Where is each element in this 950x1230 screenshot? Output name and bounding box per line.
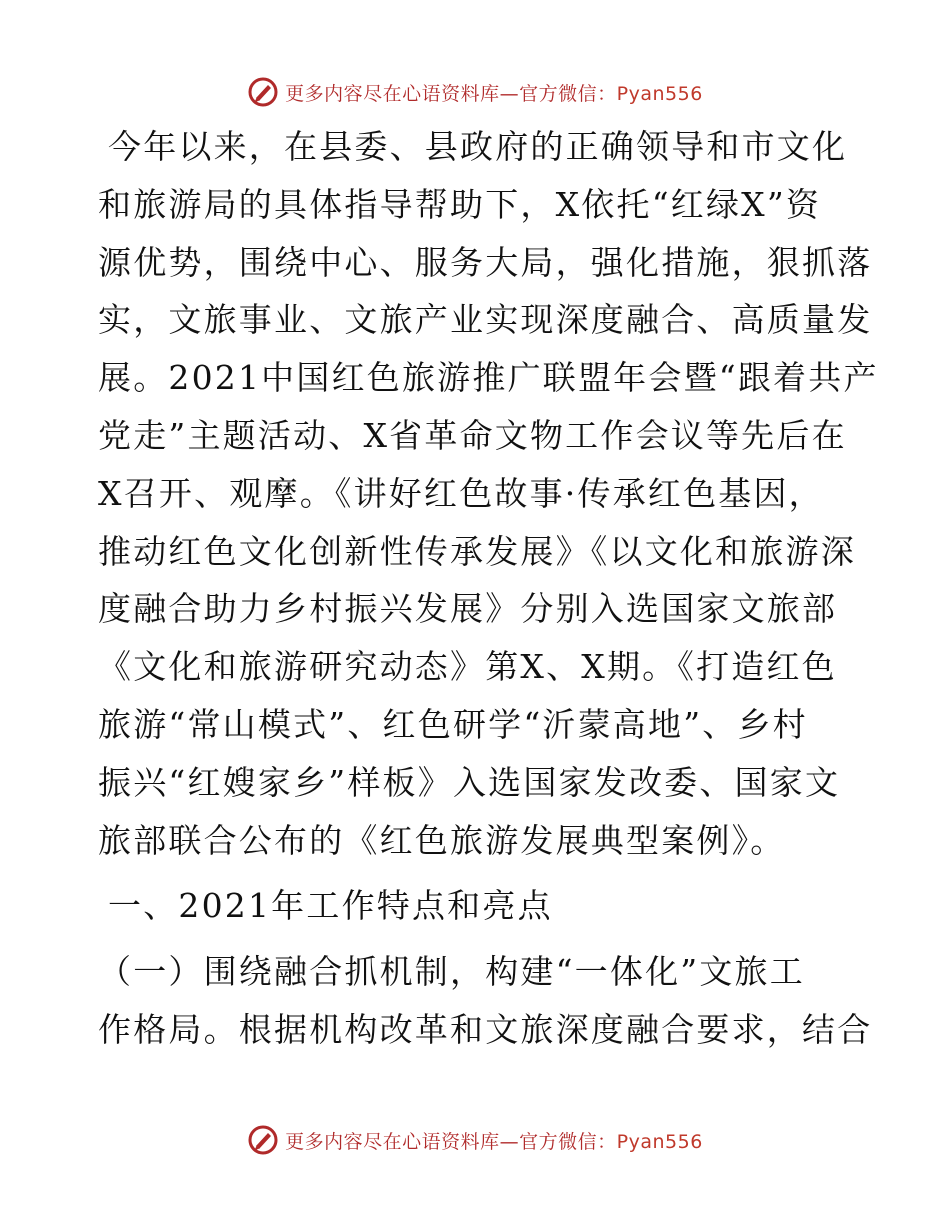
header-banner bbox=[0, 70, 950, 114]
text-line: X召开、观摩。《讲好红色故事·传承红色基因， bbox=[98, 473, 824, 513]
footer-banner-text bbox=[285, 1127, 703, 1154]
text-line: 旅游“常山模式”、红色研学“沂蒙高地”、乡村 bbox=[98, 704, 808, 744]
paragraph-intro bbox=[98, 118, 879, 869]
text-line: 展。2021中国红色旅游推广联盟年会暨“跟着共产 bbox=[98, 358, 879, 398]
text-line: 振兴“红嫂家乡”样板》入选国家发改委、国家文 bbox=[98, 762, 841, 802]
text-line: （一）围绕融合抓机制，构建“一体化”文旅工 bbox=[98, 952, 805, 992]
section-heading: 一、2021年工作特点和亮点 bbox=[108, 886, 553, 926]
text-line: 今年以来，在县委、县政府的正确领导和市文化 bbox=[108, 127, 848, 166]
text-line: 源优势，围绕中心、服务大局，强化措施，狠抓落 bbox=[98, 242, 873, 282]
text-line: 度融合助力乡村振兴发展》分别入选国家文旅部 bbox=[98, 589, 838, 629]
logo-icon bbox=[247, 76, 279, 108]
banner-wechat-id: Pyan556 bbox=[616, 1130, 703, 1153]
paragraph-section-1 bbox=[98, 935, 873, 1059]
footer-banner bbox=[0, 1118, 950, 1162]
text-line: 旅部联合公布的《红色旅游发展典型案例》。 bbox=[98, 820, 786, 860]
text-line: 《文化和旅游研究动态》第X、X期。《打造红色 bbox=[98, 647, 837, 687]
text-line: 和旅游局的具体指导帮助下，X依托“红绿X”资 bbox=[98, 184, 822, 224]
banner-text: 更多内容尽在心语资料库—官方微信： bbox=[285, 1130, 617, 1153]
banner-wechat-id: Pyan556 bbox=[616, 82, 703, 105]
logo-icon bbox=[247, 1124, 279, 1156]
document-body bbox=[98, 118, 879, 1059]
header-banner-text bbox=[285, 79, 703, 106]
text-line: 实，文旅事业、文旅产业实现深度融合、高质量发 bbox=[98, 300, 873, 340]
text-line: 推动红色文化创新性传承发展》《以文化和旅游深 bbox=[98, 531, 856, 571]
banner-text: 更多内容尽在心语资料库—官方微信： bbox=[285, 82, 617, 105]
text-line: 作格局。根据机构改革和文旅深度融合要求，结合 bbox=[98, 1009, 873, 1049]
text-line: 党走”主题活动、X省革命文物工作会议等先后在 bbox=[98, 415, 847, 455]
